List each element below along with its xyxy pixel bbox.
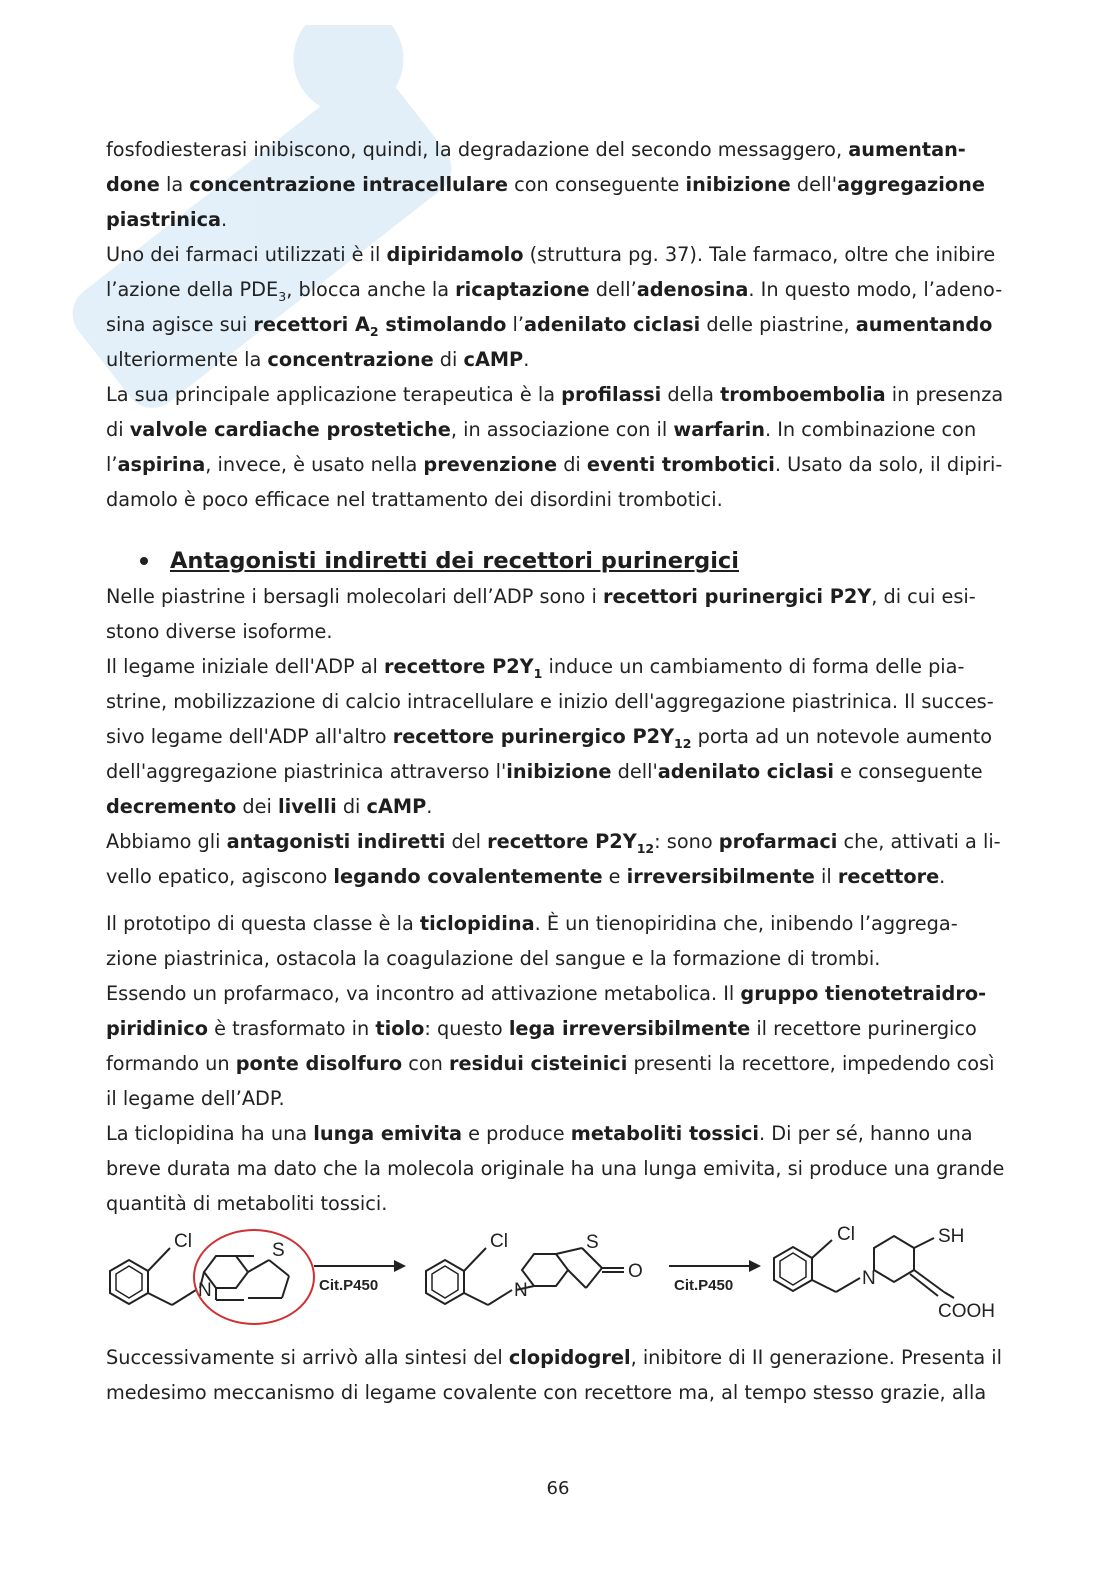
paragraph: Abbiamo gli antagonisti indiretti del recettore $P2Y_{12}$: sono profarmaci che, attivati a li-vello epatico, agiscono legando covalentemente e irreversibilmente il recettore. [106,830,1001,888]
reaction-scheme [104,1220,1004,1325]
section-heading [106,543,1006,579]
carboxyl-label: COOH [938,1301,995,1322]
paragraph: La sua principale applicazione terapeutica è la profilassi della tromboembolia in presenza di valvole cardiache prostetiche, in associazione con il warfarin. In combinazione con l’aspirina, invece, è usato nella prevenzione di eventi trombotici. Usato da solo, il dipiri-damolo è poco efficace nel trattamento dei disordini trombotici. [106,383,1004,511]
nitrogen-label-3: N [862,1268,876,1289]
paragraph: Nelle piastrine i bersagli molecolari dell’ADP sono i recettori purinergici P2Y, di cui esi-stono diverse isoforme. [106,585,976,643]
chlorine-label-3: Cl [837,1224,855,1245]
arrow-label-1: Cit.P450 [319,1277,379,1294]
heading-text: Antagonisti indiretti dei recettori purinergici [170,548,739,574]
thiol-label: SH [938,1226,965,1247]
bullet-icon [140,557,148,565]
nitrogen-label-2: N [514,1280,528,1301]
page-number: 66 [546,1478,570,1499]
body-text [106,132,1006,1221]
paragraph: Essendo un profarmaco, va incontro ad attivazione metabolica. Il gruppo tienotetraidro-piridinico è trasformato in tiolo: questo lega irreversibilmente il recettore purinergico formando un ponte disolfuro con residui cisteinici presenti la recettore, impedendo così il legame dell’ADP. [106,982,995,1110]
sulfur-label: S [272,1240,285,1261]
paragraph: fosfodiesterasi inibiscono, quindi, la degradazione del secondo messaggero, aumentan-done la concentrazione intracellulare con conseguente inibizione dell'aggregazione piastrinica. [106,138,985,231]
paragraph: Uno dei farmaci utilizzati è il dipiridamolo (struttura pg. 37). Tale farmaco, oltre che inibire l’azione della $PDE_3$, blocca anche la ricaptazione dell’adenosina. In questo modo, l’adeno-sina agisce sui recettori $A_2$ stimolando l’adenilato ciclasi delle piastrine, aumentando ulteriormente la concentrazione di cAMP. [106,243,1003,371]
paragraph: Successivamente si arrivò alla sintesi del clopidogrel, inibitore di II generazione. Presenta il medesimo meccanismo di legame covalente con recettore ma, al tempo stesso grazie, alla [106,1346,1002,1404]
chlorine-label: Cl [174,1231,192,1252]
body-text-continued [106,1340,1006,1410]
oxygen-label: O [628,1261,643,1282]
paragraph: Il prototipo di questa classe è la ticlopidina. È un tienopiridina che, inibendo l’aggrega-zione piastrinica, ostacola la coagulazione del sangue e la formazione di trombi. [106,912,958,970]
paragraph: La ticlopidina ha una lunga emivita e produce metaboliti tossici. Di per sé, hanno una breve durata ma dato che la molecola originale ha una lunga emivita, si produce una grande quantità di metaboliti tossici. [106,1122,1005,1215]
arrow-label-2: Cit.P450 [674,1277,734,1294]
sulfur-label-2: S [586,1232,599,1253]
nitrogen-label: N [198,1280,212,1301]
paragraph: Il legame iniziale dell'ADP al recettore $P2Y_1$ induce un cambiamento di forma delle pia-strine, mobilizzazione di calcio intracellulare e inizio dell'aggregazione piastrinica. Il succes-sivo legame dell'ADP all'altro recettore purinergico $P2Y_{12}$ porta ad un notevole aumento dell'aggregazione piastrinica attraverso l'inibizione dell'adenilato ciclasi e conseguente decremento dei livelli di cAMP. [106,655,994,818]
chlorine-label-2: Cl [490,1231,508,1252]
